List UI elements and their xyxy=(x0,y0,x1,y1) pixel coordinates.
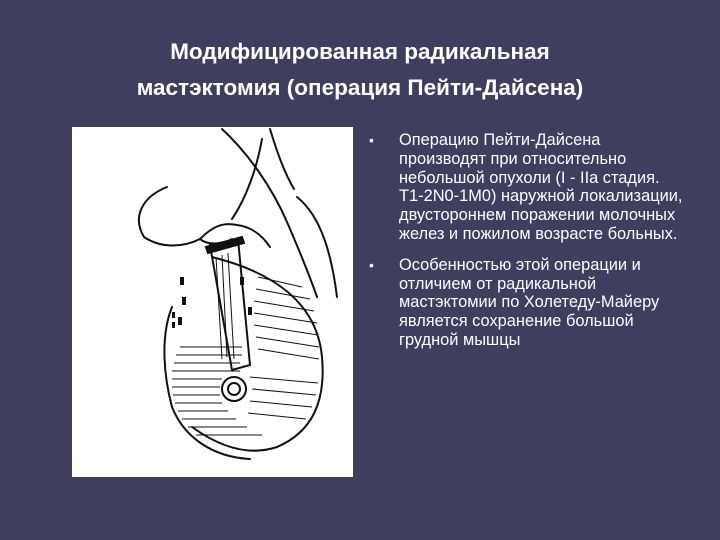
neck-outline xyxy=(270,129,294,189)
slide-title xyxy=(0,34,720,106)
clamp-marks xyxy=(172,277,252,328)
bullet-item-1 xyxy=(366,131,686,244)
breast-outline xyxy=(192,257,323,451)
tumor-inner xyxy=(228,383,240,395)
clavicle-line xyxy=(232,139,262,219)
shoulder-outline xyxy=(139,187,270,247)
slide-title-line-1: Модифицированная радикальная xyxy=(170,39,550,64)
bullet-marker: • xyxy=(369,132,374,148)
shading-lines xyxy=(172,253,319,435)
bullet-list xyxy=(366,131,686,362)
slide-title-line-2: мастэктомия (операция Пейти-Дайсена) xyxy=(136,75,584,100)
bullet-marker: • xyxy=(369,256,374,273)
body-right-edge xyxy=(297,197,337,297)
bullet-item-2 xyxy=(366,256,686,350)
surgery-drawing xyxy=(72,127,353,477)
bullet-text-1: Операцию Пейти-Дайсена производят при относительно небольшой опухоли (I - IIa стадия. T1-2N0-1M0) наружной локализации, двустороннем поражении молочных желез и пожилом возрасте больных. xyxy=(399,131,683,243)
tumor-outer xyxy=(222,377,246,401)
bullet-text-2: Особенностью этой операции и отличием от радикальной мастэктомии по Холетеду-Майеру является сохранение большой грудной мышцы xyxy=(399,255,660,349)
surgery-illustration xyxy=(72,127,353,477)
